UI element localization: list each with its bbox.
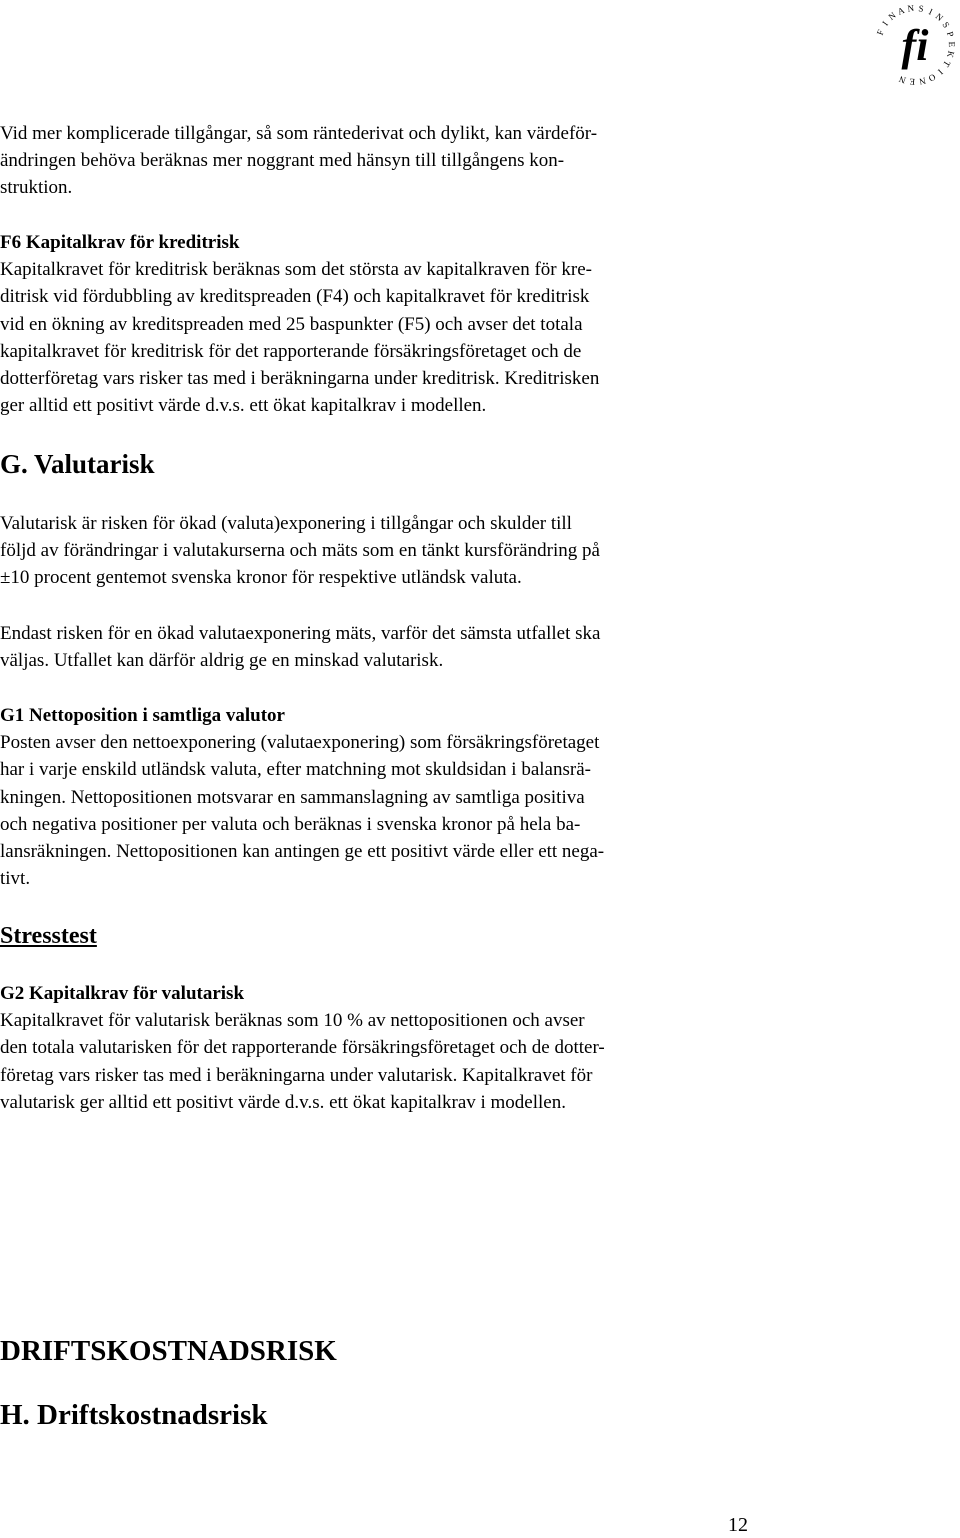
f6-heading: F6 Kapitalkrav för kreditrisk	[0, 232, 240, 253]
logo-letter: I	[880, 19, 890, 28]
g1-heading: G1 Nettoposition i samtliga valutor	[0, 705, 285, 726]
section-g-p1-text: Valutarisk är risken för ökad (valuta)exponering i tillgångar och skulder till följd av förändringar i valutakurserna och mäts som en tänkt kursförändring på ±10 procent gentemot svenska kronor för respektive utländsk valuta.	[0, 513, 600, 589]
logo-letter: I	[927, 6, 935, 17]
logo-letter: F	[874, 28, 886, 37]
stresstest-heading: Stresstest	[0, 923, 97, 949]
logo-letter: E	[909, 76, 916, 88]
logo-letter: N	[918, 75, 927, 87]
paragraph-intro	[0, 120, 760, 202]
logo-letter: O	[926, 71, 938, 84]
logo-letter: N	[886, 10, 898, 22]
logo-letter: N	[906, 2, 915, 14]
logo-letter: I	[935, 67, 945, 77]
logo-letter: N	[897, 73, 908, 86]
section-g-p1	[0, 510, 760, 592]
logo-letter: N	[933, 11, 946, 24]
g2-body: Kapitalkravet för valutarisk beräknas som 10 % av nettopositionen och avser den totala valutarisken för det rapporterande försäkringsföretaget och de dotter- företag vars risker tas med i beräkningarna under valutarisk. Kapitalkravet för valutarisk ger alltid ett positivt värde d.v.s. ett ökat kapitalkrav i modellen.	[0, 1010, 605, 1113]
section-g-p2	[0, 620, 760, 674]
driftskostnadsrisk-heading: DRIFTSKOSTNADSRISK	[0, 1335, 337, 1367]
section-f6	[0, 229, 760, 419]
page-number: 12	[728, 1514, 748, 1536]
fi-logo-icon	[872, 2, 958, 88]
g2-heading: G2 Kapitalkrav för valutarisk	[0, 983, 245, 1004]
logo-mark: fi	[901, 21, 929, 70]
section-h-heading: H. Driftskostnadsrisk	[0, 1399, 268, 1431]
f6-body: Kapitalkravet för kreditrisk beräknas som det största av kapitalkraven för kre- ditrisk vid fördubbling av kreditspreaden (F4) och kapitalkravet för kreditrisk vid en ökning av kreditspreaden med 25 baspunkter (F5) och avser det totala kapitalkravet för kreditrisk för det rapporterande försäkringsföretaget och de dotterföretag vars risker tas med i beräkningarna under kreditrisk. Kreditrisken ger alltid ett positivt värde d.v.s. ett ökat kapitalkrav i modellen.	[0, 259, 600, 417]
logo-letter: E	[946, 41, 957, 48]
section-g-p2-text: Endast risken för en ökad valutaexponering mäts, varför det sämsta utfallet ska väljas. Utfallet kan därför aldrig ge en minskad valutarisk.	[0, 623, 601, 672]
logo-letter: A	[896, 4, 906, 17]
section-g1	[0, 702, 760, 892]
finansinspektionen-logo	[872, 2, 958, 88]
logo-letter: P	[944, 30, 956, 38]
logo-letter: T	[941, 58, 953, 69]
section-g2	[0, 980, 760, 1116]
logo-letter: K	[945, 49, 957, 59]
g1-body: Posten avser den nettoexponering (valutaexponering) som försäkringsföretaget har i varje enskild utländsk valuta, efter matchning mot skuldsidan i balansrä- kningen. Nettopositionen motsvarar en sammanslagning av samtliga positiva och negativa positioner per valuta och beräknas i svenska kronor på hela ba- lansräkningen. Nettopositionen kan antingen ge ett positivt värde eller ett nega- tivt.	[0, 732, 605, 890]
logo-letter: S	[940, 20, 952, 30]
section-g-heading: G. Valutarisk	[0, 449, 155, 479]
intro-text: Vid mer komplicerade tillgångar, så som räntederivat och dylikt, kan värdeför- ändringen behöva beräknas mer noggrant med hänsyn till tillgångens kon- struktion.	[0, 123, 598, 199]
logo-letter: S	[917, 3, 925, 14]
